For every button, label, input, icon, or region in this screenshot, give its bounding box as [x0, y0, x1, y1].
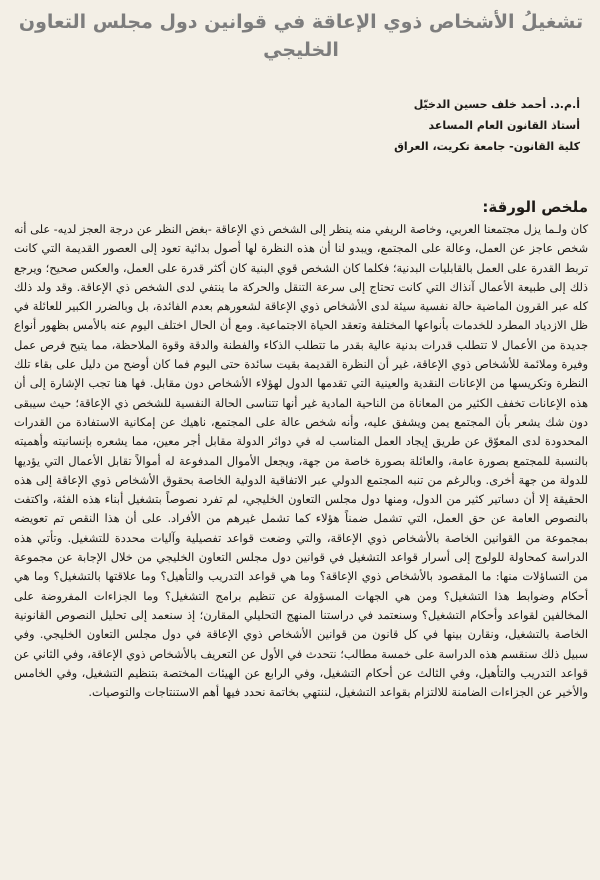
author-position: أستاذ القانون العام المساعد	[428, 119, 580, 132]
abstract-text: كان ولـما يزل مجتمعنا العربي، وخاصة الريفي منه ينظر إلى الشخص ذي الإعاقة -بغض النظر عن درجة العجز لديه- على أنه شخص عاجز عن العمل، وعالة على المجتمع، ويبدو لنا أن هذه النظرة لها أصول بدائية تعود إلى العصور القديمة التي كانت تربط القدرة على العمل بالقابليات البدنية؛ فكلما كان الشخص قوي البنية كان أكثر قدرة على العمل، والعكس صحيح؛ ويرجع ذلك إلى طبيعة الأعمال آنذاك التي كانت تحتاج إلى سرعة التنقل والحركة ما ينتفي لدى الشخص ذي الإعاقة. وقد ولد ذلك كله عبر القرون الماضية حالة نفسية سيئة لدى الأشخاص ذوي الإعاقة لشعورهم بعدم الفائدة، بل وبالضرر الكبير للعائلة في ظل الازدياد المطرد للخدمات بأنواعها المختلفة وتعقد الحياة الاجتماعية. ومع أن الحال اختلف اليوم عنه بالأمس بظهور أنواع جديدة من الأعمال لا تتطلب قدرات بدنية عالية بقدر ما تتطلب الذكاء والفطنة والدقة وقوة الملاحظة، مما يتيح فرص عمل وفيرة وملائمة للأشخاص ذوي الإعاقة، غير أن النظرة القديمة بقيت سائدة حتى اليوم فما كان أوضح من دليل على بقاء تلك النظرة وتكريسها من الإعانات النقدية والعينية التي تقدمها الدول لهؤلاء الأشخاص دون مقابل. فها هنا تجب الإشارة إلى أن هذه الإعانات تخفف الكثير من المعاناة من الناحية المادية غير أنها تتناسى الحالة النفسية للشخص ذي الإعاقة؛ حيث سيبقى دون شك يشعر بأن المجتمع يمن ويشفق عليه، وأنه شخص عالة على المجتمع، ناهيك عن إمكانية الاستفادة من القدرات المحدودة لدى المعوّق عن طريق إيجاد العمل المناسب له في دوائر الدولة مقابل أجر معين، مما يشعره بإنسانيته وأهميته بالنسبة للمجتمع بصورة عامة، والعائلة بصورة خاصة من جهة، ويجعل الأموال المدفوعة له أموالاً تقابل الأعمال التي يؤديها للدولة من جهة أخرى. وبالرغم من تنبه المجتمع الدولي عبر الاتفاقية الدولية الخاصة بحقوق الأشخاص ذوي الإعاقة إلى هذه الحقيقة إلا أن دساتير كثير من الدول، ومنها دول مجلس التعاون الخليجي، لم تفرد نصوصاً بتشغيل أبناء هذه الفئة، واكتفت بالنصوص العامة عن حق العمل، التي تشمل ضمناً هؤلاء كما تشمل غيرهم من الأفراد. على أن هذا النقص تم تعويضه بمجموعة من القوانين الخاصة بالأشخاص ذوي الإعاقة، والتي وضعت قواعد تفصيلية وآليات محددة للتشغيل. وتأتي هذه الدراسة كمحاولة للولوج إلى أسرار قواعد التشغيل في قوانين دول مجلس التعاون الخليجي من خلال الإجابة عن مجموعة من التساؤلات منها: ما المقصود بالأشخاص ذوي الإعاقة؟ وما هي قواعد التدريب والتأهيل؟ وما علاقتها بالتشغيل؟ وما هي أحكام وضوابط هذا التشغيل؟ ومن هي الجهات المسؤولة عن تنظيم برامج التشغيل؟ وما الجزاءات المفروضة على المخالفين لقواعد وأحكام التشغيل؟ وسنعتمد في دراستنا المنهج التحليلي المقارن؛ إذ سنعمد إلى تحليل النصوص القانونية الخاصة بالتشغيل، ونقارن بينها في كل قانون من قوانين الأشخاص ذوي الإعاقة في دول مجلس التعاون الخليجي. وفي سبيل ذلك سنقسم هذه الدراسة على خمسة مطالب؛ نتحدث في الأول عن التعريف بالأشخاص ذوي الإعاقة، وفي الثاني عن قواعد التدريب والتأهيل، وفي الثالث عن أحكام التشغيل، وفي الرابع عن الهيئات المختصة بتنظيم التشغيل، وفي الخامس والأخير عن الجزاءات الضامنة للالتزام بقواعد التشغيل، لننتهي بخاتمة نحدد فيها أهم الاستنتاجات والتوصيات.	[14, 222, 588, 700]
author-name: أ.م.د. أحمد خلف حسين الدخيّل	[413, 98, 580, 111]
abstract-heading: ملخص الورقة:	[482, 198, 588, 216]
author-block	[14, 94, 588, 157]
author-affiliation: كلية القانون- جامعة تكريت، العراق	[394, 140, 580, 153]
paper-title: تشغيلُ الأشخاص ذوي الإعاقة في قوانين دول مجلس التعاون الخليجي	[18, 11, 584, 61]
